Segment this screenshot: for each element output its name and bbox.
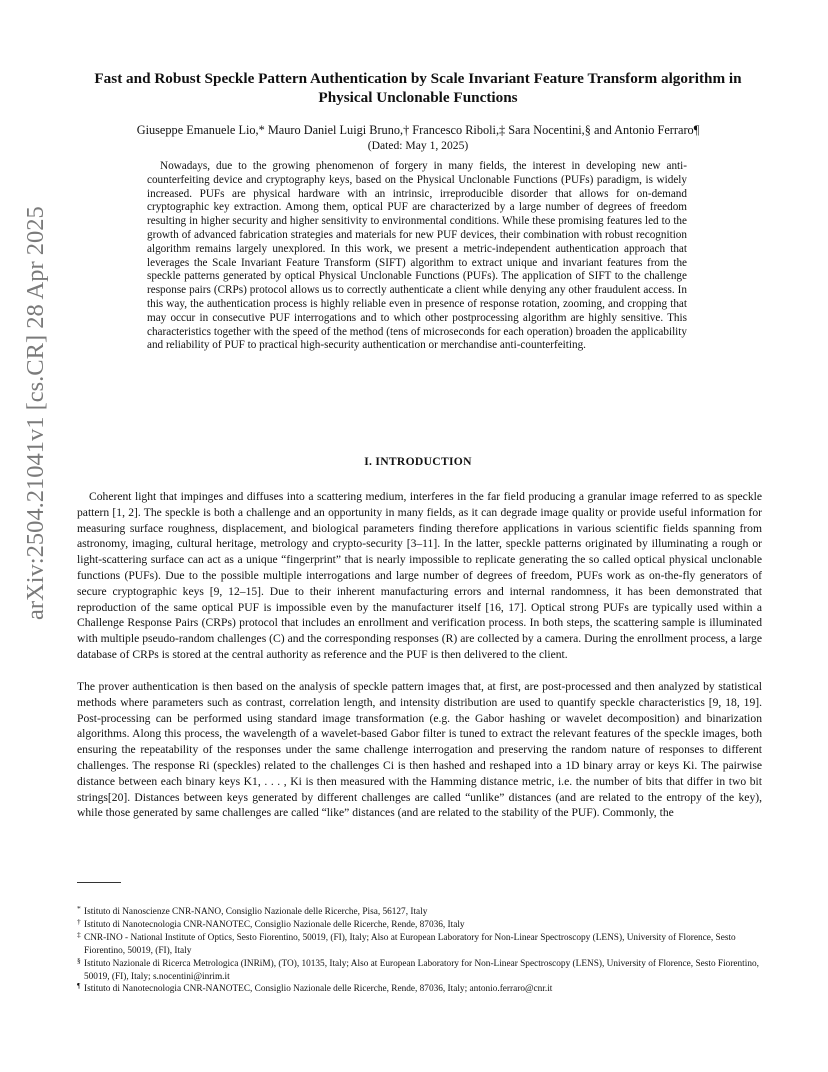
date-line: (Dated: May 1, 2025)	[367, 139, 469, 152]
footnote-1	[77, 906, 767, 919]
paper-title: Fast and Robust Speckle Pattern Authentication by Scale Invariant Feature Transform algorithm in Physical Unclonable Functions	[94, 70, 742, 106]
footnote-text: Istituto di Nanotecnologia CNR-NANOTEC, Consiglio Nazionale delle Ricerche, Rende, 87036, Italy	[84, 919, 465, 930]
intro-paragraph-2: The prover authentication is then based on the analysis of speckle pattern images that, at first, are post-processed and then analyzed by statistical methods where parameters such as contrast, correlation length, and intensity distribution are used to quantify speckle characteristics [9, 18, 19]. Post-processing can be performed using standard image transformation (e.g. the Gabor hashing or wavelet decomposition) and binarization algorithms. Along this process, the wavelength of a wavelet-based Gabor filter is tuned to extract the relevant features of the speckle images, both ensuring the repeatability of the responses under the same challenge interrogation and preserving the random nature of responses to different challenges. The response Ri (speckles) related to the challenges Ci is then hashed and reshaped into a 1D binary array or keys Ki. The pairwise distance between each binary keys K1, . . . , Ki is then measured with the Hamming distance metric, i.e. the number of bits that differ in two bit strings[20]. Distances between keys generated by different challenges are called “unlike” distances (and are related to the entropy of the key), while those generated by same challenges are called “like” distances (and are related to the stability of the PUF). Commonly, the	[77, 680, 762, 820]
footnotes	[77, 906, 767, 996]
footnote-mark: §	[77, 955, 81, 965]
abstract: Nowadays, due to the growing phenomenon of forgery in many fields, the interest in developing new anti-counterfeiting device and cryptography keys, based on the Physical Unclonable Functions (PUFs) paradigm, is widely increased. PUFs are physical hardware with an intrinsic, irreproducible disorder that allows for on-demand cryptographic key extraction. Among them, optical PUF are characterized by a large number of degrees of freedom resulting in higher security and higher sensitivity to environmental conditions. While these promising features led to the growth of advanced fabrication strategies and materials for new PUF devices, their combination with robust recognition algorithm remains largely unexplored. In this work, we present a metric-independent authentication approach that leverages the Scale Invariant Feature Transform (SIFT) algorithm to extract unique and invariant features from the speckle patterns generated by optical Physical Unclonable Functions (PUFs). The application of SIFT to the challenge response pairs (CRPs) protocol allows us to correctly authenticate a client while denying any other fraudulent access. In this way, the authentication process is highly reliable even in presence of response rotation, zooming, and cropping that may occur in consecutive PUF interrogations and to which other postprocessing algorithm are highly sensitive. This characteristics together with the speed of the method (tens of microseconds for each operation) broaden the applicability and reliability of PUF to practical high-security authentication or merchandise anti-counterfeiting.	[147, 160, 687, 352]
footnote-mark: ‡	[77, 929, 81, 939]
footnote-2	[77, 916, 767, 932]
author-list: Giuseppe Emanuele Lio,* Mauro Daniel Luigi Bruno,† Francesco Riboli,‡ Sara Nocentini,§ and Antonio Ferraro¶	[136, 123, 700, 137]
footnote-5	[77, 983, 767, 996]
footnote-3	[77, 929, 767, 958]
footnote-text: Istituto di Nanoscienze CNR-NANO, Consiglio Nazionale delle Ricerche, Pisa, 56127, Italy	[84, 907, 428, 917]
section-heading-introduction: I. INTRODUCTION	[364, 455, 472, 468]
footnote-4	[77, 955, 767, 984]
intro-paragraph-1: Coherent light that impinges and diffuses into a scattering medium, interferes in the far field producing a granular image referred to as speckle pattern [1, 2]. The speckle is both a challenge and an opportunity in many fields, as it can degrade image quality or provide useful information for measuring surface roughness, displacement, and biological parameters finding therefore applications in various scientific fields spanning from astronomy, imaging, cultural heritage, metrology and crypto-security [3–11]. In the latter, speckle patterns originated by illuminating a rough or light-scattering surface can act as a unique “fingerprint” that is nearly impossible to replicate generating the so called optical physical unclonable functions (PUFs). Due to the possible multiple interrogations and large number of degrees of freedom, PUFs work as on-the-fly generators of secure cryptographic keys [9, 12–15]. Due to their inherent manufacturing errors and internal randomness, it has been demonstrated that reproduction of the same optical PUF is impossible even by the manufacturer itself [16, 17]. Optical strong PUFs are typically used within a Challenge Response Pairs (CRPs) protocol that includes an enrollment and verification process. In both steps, the scattering sample is illuminated with multiple pseudo-random challenges (C) and the corresponding responses (R) are collected by a camera. During the enrollment process, a large database of CRPs is stored at the central authority as reference and the PUF is then delivered to the client.	[77, 490, 762, 661]
footnote-mark: †	[77, 916, 81, 926]
footnote-mark: ¶	[77, 981, 81, 991]
arxiv-stamp-text: arXiv:2504.21041v1 [cs.CR] 28 Apr 2025	[22, 206, 49, 620]
footnote-text: Istituto di Nanotecnologia CNR-NANOTEC, Consiglio Nazionale delle Ricerche, Rende, 87036, Italy; antonio.ferraro@cnr.it	[84, 984, 553, 995]
footnote-mark: *	[77, 904, 81, 913]
footnote-text: Istituto Nazionale di Ricerca Metrologica (INRiM), (TO), 10135, Italy; Also at European Laboratory for Non-Linear Spectroscopy (LENS), University of Florence, Sesto Fiorentino, 50019, (FI), Italy; s.nocentini@inrim.it	[84, 958, 759, 982]
footnote-rule	[77, 882, 121, 883]
footnote-text: CNR-INO - National Institute of Optics, Sesto Fiorentino, 50019, (FI), Italy; Also at European Laboratory for Non-Linear Spectroscopy (LENS), University of Florence, Sesto Fiorentino, 50019, (FI), Italy	[84, 932, 736, 956]
